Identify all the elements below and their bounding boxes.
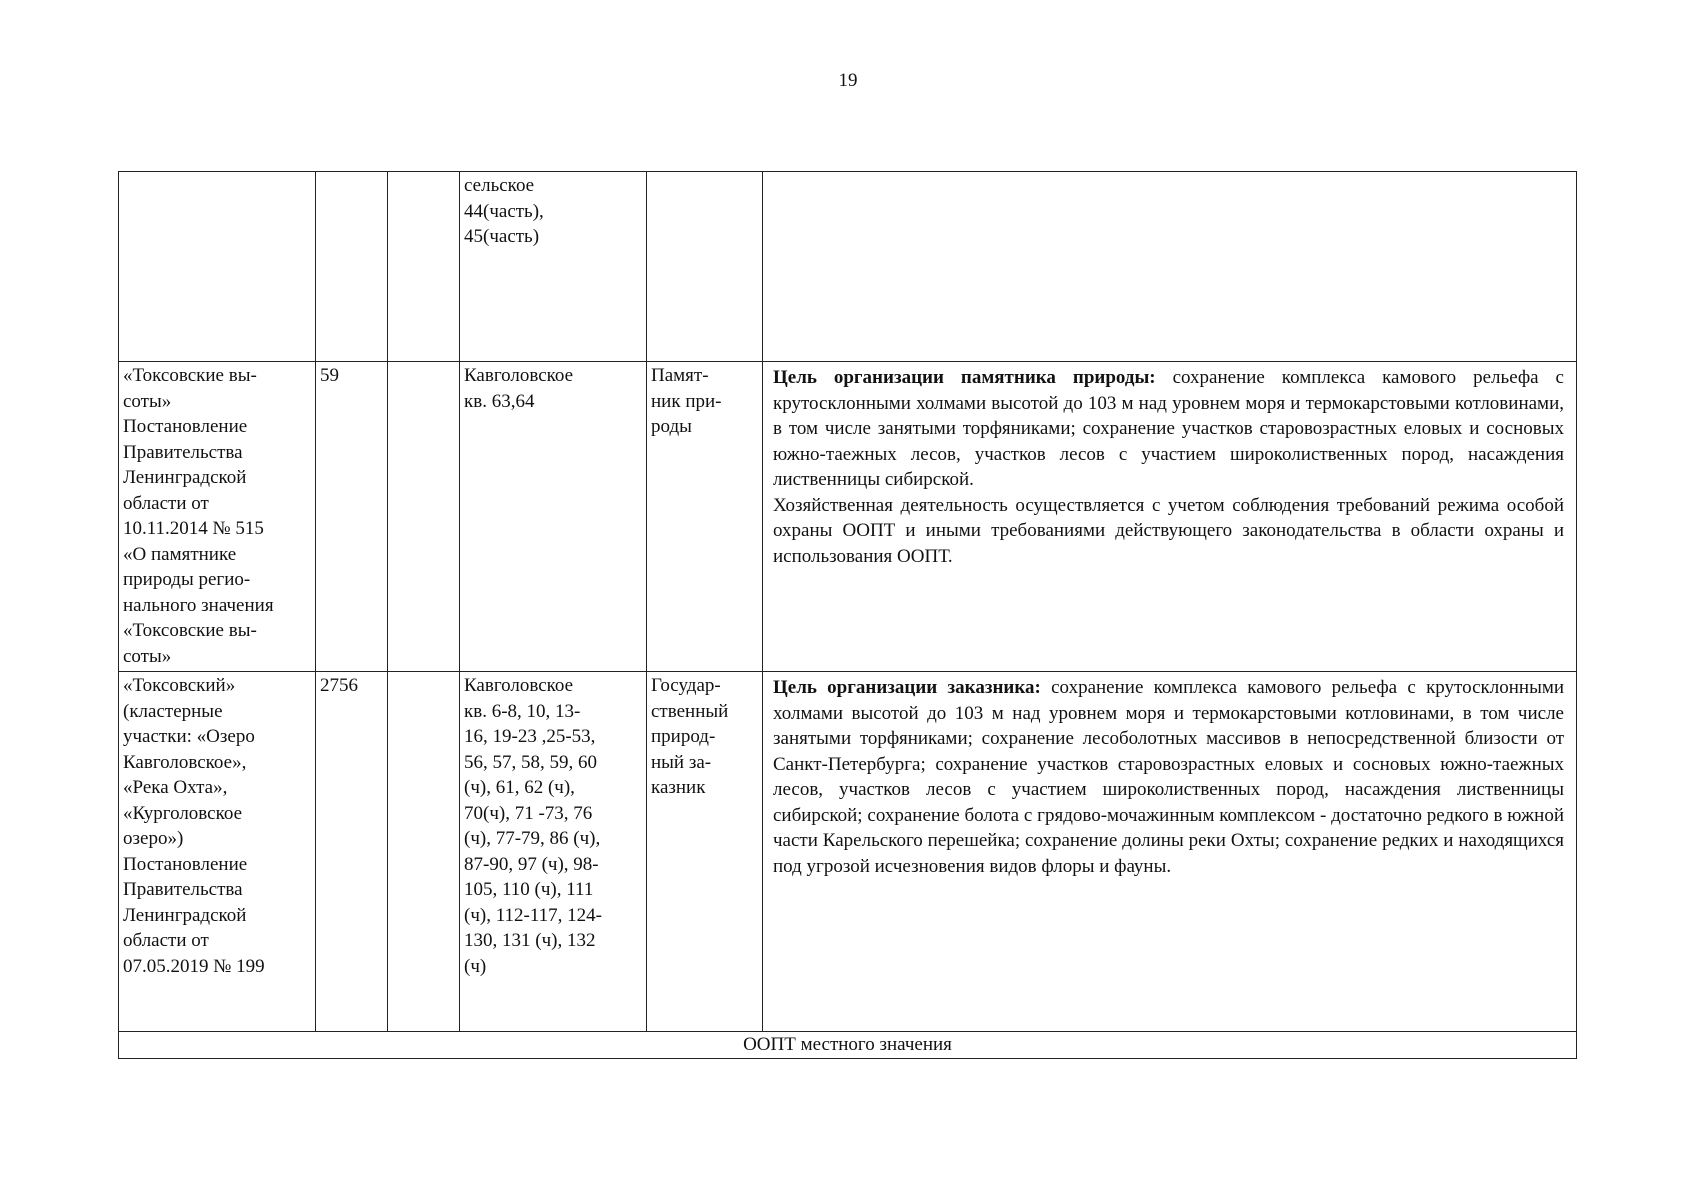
protected-areas-table bbox=[118, 171, 1577, 1059]
purpose-text: сохранение комплекса камового рельефа с крутосклонными холмами высотой до 103 м над уровнем моря и термокарстовыми котловинами, в том числе занятыми торфяниками; сохранение участков старовозрастных еловых и сосновых южно-таежных лесов, участков лесов с участием широколиственных пород, насаждения лиственницы сибирской. bbox=[773, 367, 1564, 490]
page-number: 19 bbox=[838, 70, 858, 91]
name-line: озеро») bbox=[123, 828, 184, 849]
purpose-paragraph bbox=[773, 365, 1564, 493]
location-line: 105, 110 (ч), 111 bbox=[464, 879, 594, 900]
category-cell bbox=[647, 172, 763, 362]
area-cell: 59 bbox=[316, 362, 388, 672]
category-line: природ- bbox=[651, 726, 716, 747]
name-line: участки: «Озеро bbox=[123, 726, 255, 747]
location-line: кв. 6-8, 10, 13- bbox=[464, 700, 581, 722]
description-cell bbox=[763, 172, 1577, 362]
name-line: «Токсовские вы- bbox=[123, 620, 257, 641]
name-line: области от bbox=[123, 492, 209, 514]
table-row bbox=[119, 362, 1577, 672]
purpose-heading: Цель организации заказника: bbox=[773, 677, 1041, 698]
name-line: Постановление bbox=[123, 853, 248, 875]
location-line: 87-90, 97 (ч), 98- bbox=[464, 853, 599, 875]
name-line: Постановление bbox=[123, 416, 248, 437]
table-row bbox=[119, 672, 1577, 1032]
description-cell bbox=[763, 362, 1577, 672]
activity-paragraph: Хозяйственная деятельность осуществляется с учетом соблюдения требований режима особой охраны ООПТ и иными требованиями действующего законодательства в области охраны и использования ООПТ. bbox=[773, 494, 1564, 567]
table-row bbox=[119, 172, 1577, 362]
name-line: Кавголовское», bbox=[123, 751, 247, 773]
category-line: казник bbox=[651, 777, 706, 798]
name-line: 10.11.2014 № 515 bbox=[123, 518, 264, 539]
empty-cell bbox=[388, 672, 460, 1032]
location-line: (ч), 77-79, 86 (ч), bbox=[464, 828, 601, 849]
category-cell bbox=[647, 672, 763, 1032]
category-line: ный за- bbox=[651, 751, 712, 773]
location-cell bbox=[460, 362, 647, 672]
name-line: «Река Охта», bbox=[123, 777, 228, 798]
name-line: 07.05.2019 № 199 bbox=[123, 955, 265, 977]
location-line: 44(часть), bbox=[464, 200, 544, 222]
area-cell bbox=[316, 172, 388, 362]
category-line: ник при- bbox=[651, 390, 722, 412]
location-line: (ч) bbox=[464, 955, 487, 977]
location-line: (ч), 112-117, 124- bbox=[464, 904, 602, 926]
purpose-paragraph bbox=[773, 675, 1564, 879]
name-line: (кластерные bbox=[123, 700, 223, 722]
name-line: природы регио- bbox=[123, 569, 251, 590]
location-line: 130, 131 (ч), 132 bbox=[464, 930, 596, 951]
location-line: Кавголовское bbox=[464, 365, 574, 386]
section-title: ООПТ местного значения bbox=[119, 1032, 1577, 1059]
name-line: Ленинградской bbox=[123, 904, 247, 926]
name-line: «О памятнике bbox=[123, 543, 237, 565]
name-line: Правительства bbox=[123, 879, 243, 900]
name-line: соты» bbox=[123, 645, 172, 667]
location-cell bbox=[460, 672, 647, 1032]
category-line: роды bbox=[651, 416, 692, 437]
purpose-text: сохранение комплекса камового рельефа с крутосклонными холмами высотой до 103 м над уровнем моря и термокарстовыми котловинами, в том числе занятыми торфяниками; сохранение лесоболотных массивов в непосредственной близости от Санкт-Петербурга; сохранение участков старовозрастных еловых и сосновых южно-таежных лесов, участков лесов с участием широколиственных пород, насаждения лиственницы сибирской; сохранение болота с грядово-мочажинным комплексом - достаточно редкого в южной части Карельского перешейка; сохранение долины реки Охты; сохранение редких и находящихся под угрозой исчезновения видов флоры и фауны. bbox=[773, 677, 1565, 877]
category-line: Государ- bbox=[651, 675, 721, 696]
name-line: нального значения bbox=[123, 594, 274, 616]
area-cell: 2756 bbox=[316, 672, 388, 1032]
name-line: «Токсовские вы- bbox=[123, 365, 257, 386]
name-line: «Курголовское bbox=[123, 802, 243, 824]
location-cell bbox=[460, 172, 647, 362]
location-line: 70(ч), 71 -73, 76 bbox=[464, 802, 593, 824]
section-header-row bbox=[119, 1032, 1577, 1059]
location-line: кв. 63,64 bbox=[464, 390, 535, 412]
name-cell bbox=[119, 672, 316, 1032]
category-line: ственный bbox=[651, 700, 729, 722]
name-cell bbox=[119, 172, 316, 362]
name-cell bbox=[119, 362, 316, 672]
location-line: 45(часть) bbox=[464, 226, 540, 247]
name-line: области от bbox=[123, 930, 209, 951]
location-line: сельское bbox=[464, 175, 535, 196]
name-line: Правительства bbox=[123, 441, 243, 463]
empty-cell bbox=[388, 172, 460, 362]
category-line: Памят- bbox=[651, 365, 709, 386]
name-line: Ленинградской bbox=[123, 467, 247, 488]
location-line: 56, 57, 58, 59, 60 bbox=[464, 751, 597, 773]
location-line: Кавголовское bbox=[464, 675, 574, 696]
name-line: «Токсовский» bbox=[123, 675, 236, 696]
location-line: (ч), 61, 62 (ч), bbox=[464, 777, 575, 798]
location-line: 16, 19-23 ,25-53, bbox=[464, 726, 596, 747]
name-line: соты» bbox=[123, 390, 172, 412]
purpose-heading: Цель организации памятника природы: bbox=[773, 367, 1156, 388]
category-cell bbox=[647, 362, 763, 672]
description-cell bbox=[763, 672, 1577, 1032]
empty-cell bbox=[388, 362, 460, 672]
